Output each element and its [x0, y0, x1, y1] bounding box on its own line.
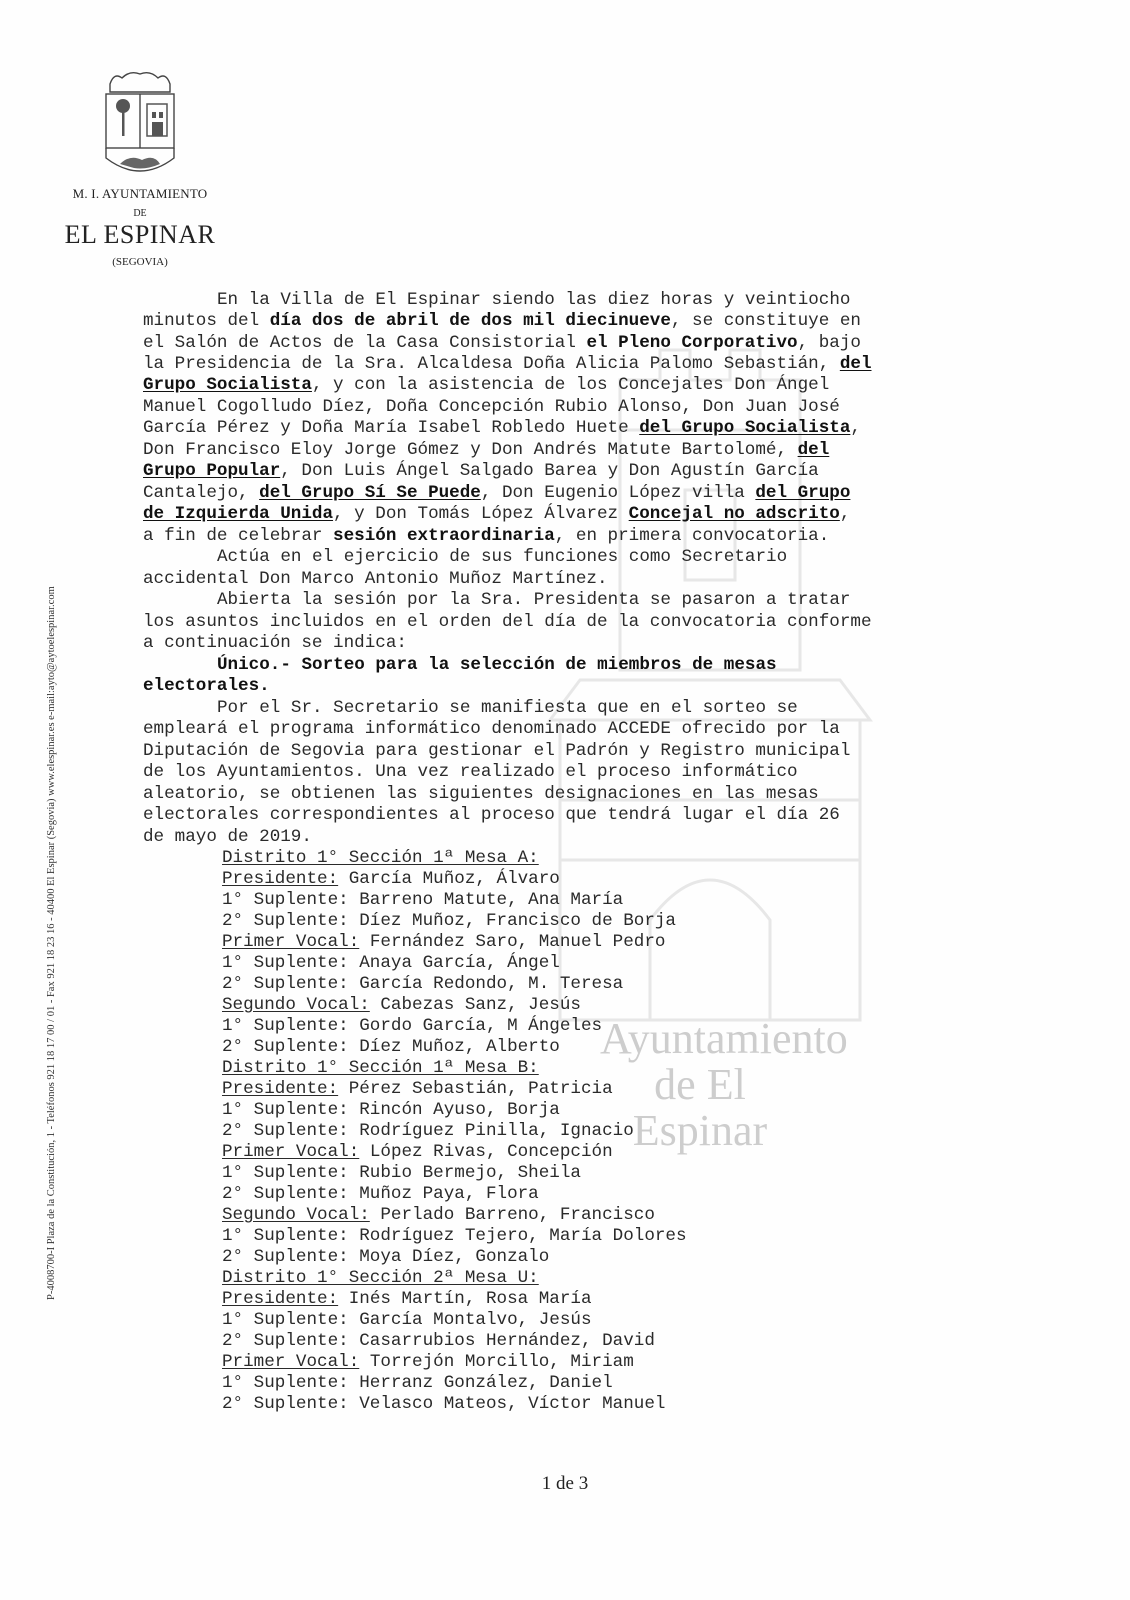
vocal-name: Torrejón Morcillo, Miriam: [359, 1352, 634, 1372]
grupo-bold: del: [797, 440, 830, 460]
text-span: , y con la asistencia de los Concejales Don Ángel: [311, 375, 830, 395]
intro-line-20: Por el Sr. Secretario se manifiesta que en el sorteo se: [217, 698, 798, 718]
suplente-row: 2° Suplente: Moya Díez, Gonzalo: [222, 1247, 550, 1267]
suplente-row: 1° Suplente: Herranz González, Daniel: [222, 1373, 613, 1393]
page-number: 1 de 3: [541, 1473, 589, 1494]
vocal-row: [222, 1352, 634, 1373]
izquierda-unida-bold: de Izquierda Unida: [143, 504, 334, 524]
vocal-name: Fernández Saro, Manuel Pedro: [359, 932, 666, 952]
suplente-row: 1° Suplente: Rincón Ayuso, Borja: [222, 1100, 560, 1120]
text-span: ,: [850, 418, 861, 438]
suplente-row: 2° Suplente: García Redondo, M. Teresa: [222, 974, 624, 994]
agenda-item-title-cont: electorales.: [143, 676, 270, 696]
intro-line-2: [143, 311, 949, 332]
suplente-row: 2° Suplente: Díez Muñoz, Francisco de Borja: [222, 911, 676, 931]
vocal-label: Primer Vocal:: [222, 932, 360, 952]
mesa-title-text: Distrito 1° Sección 1ª Mesa B:: [222, 1058, 539, 1078]
intro-line-4: [143, 354, 872, 375]
mesa-title: [222, 848, 539, 869]
presidente-row: [222, 1079, 613, 1100]
intro-line-9: [143, 461, 819, 482]
vocal-row: [222, 995, 581, 1016]
mesa-title-text: Distrito 1° Sección 1ª Mesa A:: [222, 848, 539, 868]
coat-of-arms-logo: [100, 70, 180, 180]
mesa-title: [222, 1058, 539, 1079]
text-span: a fin de celebrar: [143, 526, 334, 546]
intro-line-1: En la Villa de El Espinar siendo las diez horas y veintiocho: [217, 290, 851, 310]
presidente-name: Pérez Sebastián, Patricia: [338, 1079, 613, 1099]
intro-line-24: aleatorio, se obtienen las siguientes designaciones en las mesas: [143, 784, 819, 804]
suplente-row: 1° Suplente: Rubio Bermejo, Sheila: [222, 1163, 581, 1183]
intro-line-6: Manuel Cogolludo Díez, Doña Concepción Rubio Alonso, Don Juan José: [143, 397, 840, 417]
header-line-2: DE: [133, 208, 147, 219]
intro-line-13: Actúa en el ejercicio de sus funciones como Secretario: [217, 547, 788, 567]
text-span: , bajo: [797, 333, 861, 353]
suplente-row: 2° Suplente: Díez Muñoz, Alberto: [222, 1037, 560, 1057]
watermark-text: Ayuntamiento de El Espinar: [600, 1014, 848, 1155]
header-line-1: M. I. AYUNTAMIENTO: [72, 186, 208, 201]
suplente-row: 1° Suplente: Anaya García, Ángel: [222, 953, 560, 973]
intro-line-16: los asuntos incluidos en el orden del día de la convocatoria conforme: [143, 612, 872, 632]
grupo-bold: del Grupo: [755, 483, 851, 503]
intro-line-5: [143, 375, 829, 396]
intro-line-8: [143, 440, 829, 461]
suplente-row: 1° Suplente: Barreno Matute, Ana María: [222, 890, 624, 910]
date-bold: día dos de abril de dos mil diecinueve: [269, 311, 671, 331]
vocal-row: [222, 1142, 613, 1163]
no-adscrito-bold: Concejal no adscrito: [628, 504, 840, 524]
intro-line-22: Diputación de Segovia para gestionar el Padrón y Registro municipal: [143, 741, 851, 761]
presidente-name: García Muñoz, Álvaro: [338, 869, 560, 889]
sesion-bold: sesión extraordinaria: [333, 526, 555, 546]
text-span: Cantalejo,: [143, 483, 260, 503]
presidente-row: [222, 1289, 592, 1310]
agenda-item-title: Único.- Sorteo para la selección de miembros de mesas: [217, 655, 777, 675]
text-span: , Don Eugenio López villa: [480, 483, 756, 503]
intro-line-3: [143, 333, 861, 354]
intro-line-17: a continuación se indica:: [143, 633, 407, 653]
vocal-label: Primer Vocal:: [222, 1352, 360, 1372]
pleno-bold: el Pleno Corporativo: [586, 333, 798, 353]
vocal-name: López Rivas, Concepción: [359, 1142, 613, 1162]
presidente-label: Presidente:: [222, 1289, 339, 1309]
vocal-label: Segundo Vocal:: [222, 1205, 370, 1225]
mesa-title: [222, 1268, 539, 1289]
text-span: , se constituye en: [670, 311, 861, 331]
suplente-row: 2° Suplente: Casarrubios Hernández, David: [222, 1331, 655, 1351]
vocal-name: Perlado Barreno, Francisco: [369, 1205, 655, 1225]
vocal-name: Cabezas Sanz, Jesús: [369, 995, 581, 1015]
text-span: , Don Luis Ángel Salgado Barea y Don Agustín García: [280, 461, 819, 481]
suplente-row: 2° Suplente: Velasco Mateos, Víctor Manuel: [222, 1394, 666, 1414]
text-span: la Presidencia de la Sra. Alcaldesa Doña Alicia Palomo Sebastián,: [143, 354, 840, 374]
vocal-row: [222, 1205, 655, 1226]
suplente-row: 1° Suplente: Rodríguez Tejero, María Dolores: [222, 1226, 687, 1246]
grupo-si-se-puede-bold: del Grupo Sí Se Puede: [259, 483, 481, 503]
header-title: EL ESPINAR: [64, 220, 216, 249]
intro-line-7: [143, 418, 861, 439]
suplente-row: 1° Suplente: Gordo García, M Ángeles: [222, 1016, 603, 1036]
side-address-text: P-4008700-I Plaza de la Constitución, 1 - Teléfonos 921 18 17 00 / 01 - Fax 921 18 23 16 - 40400 El Espinar (Segovia) www.elespinar.es e-mail:ayto@aytoelespinar.com: [46, 586, 57, 1300]
presidente-label: Presidente:: [222, 869, 339, 889]
text-span: , en primera convocatoria.: [554, 526, 830, 546]
presidente-label: Presidente:: [222, 1079, 339, 1099]
text-span: Don Francisco Eloy Jorge Gómez y Don Andrés Matute Bartolomé,: [143, 440, 798, 460]
intro-line-14: accidental Don Marco Antonio Muñoz Martínez.: [143, 569, 608, 589]
intro-line-25: electorales correspondientes al proceso que tendrá lugar el día 26: [143, 805, 840, 825]
intro-line-15: Abierta la sesión por la Sra. Presidenta se pasaron a tratar: [217, 590, 851, 610]
vocal-row: [222, 932, 665, 953]
presidente-row: [222, 869, 560, 890]
presidente-name: Inés Martín, Rosa María: [338, 1289, 592, 1309]
intro-line-23: de los Ayuntamientos. Una vez realizado el proceso informático: [143, 762, 798, 782]
suplente-row: 2° Suplente: Muñoz Paya, Flora: [222, 1184, 539, 1204]
grupo-bold: del: [839, 354, 872, 374]
suplente-row: 2° Suplente: Rodríguez Pinilla, Ignacio: [222, 1121, 634, 1141]
text-span: García Pérez y Doña María Isabel Robledo Huete: [143, 418, 640, 438]
intro-line-21: empleará el programa informático denominado ACCEDE ofrecido por la: [143, 719, 840, 739]
text-span: el Salón de Actos de la Casa Consistorial: [143, 333, 587, 353]
text-span: , y Don Tomás López Álvarez: [333, 504, 629, 524]
intro-line-12: [143, 526, 829, 547]
grupo-socialista-bold: Grupo Socialista: [143, 375, 312, 395]
vocal-label: Primer Vocal:: [222, 1142, 360, 1162]
suplente-row: 1° Suplente: García Montalvo, Jesús: [222, 1310, 592, 1330]
grupo-socialista-bold: del Grupo Socialista: [639, 418, 851, 438]
intro-line-26: de mayo de 2019.: [143, 827, 312, 847]
vocal-label: Segundo Vocal:: [222, 995, 370, 1015]
intro-line-10: [143, 483, 850, 504]
grupo-popular-bold: Grupo Popular: [143, 461, 281, 481]
intro-line-11: [143, 504, 850, 525]
text-span: ,: [839, 504, 851, 524]
text-span: minutos del: [143, 311, 270, 331]
header-province: (SEGOVIA): [112, 256, 168, 268]
mesa-title-text: Distrito 1° Sección 2ª Mesa U:: [222, 1268, 539, 1288]
